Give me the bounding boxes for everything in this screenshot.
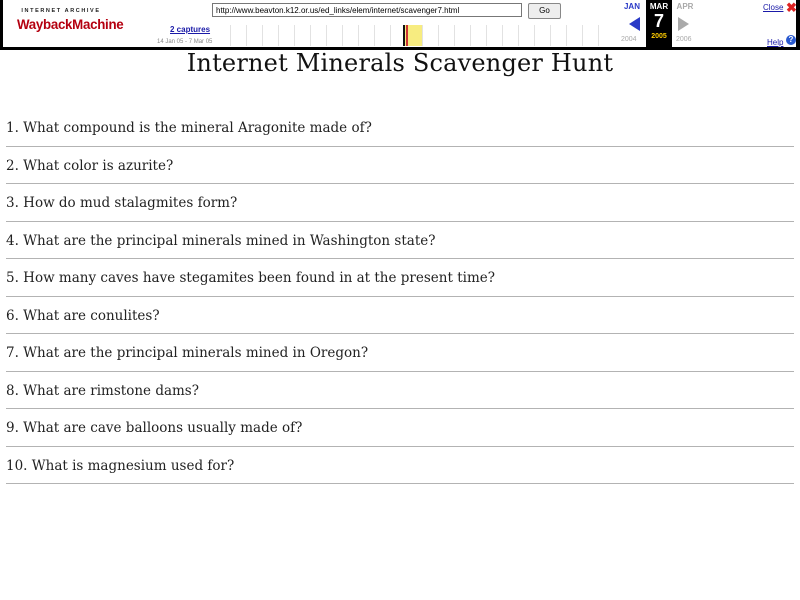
sparkline-tick [342, 25, 343, 46]
capture-mark[interactable] [406, 25, 408, 46]
question-text: 6. What are conulites? [6, 307, 160, 324]
sparkline-tick [534, 25, 535, 46]
question-row [6, 260, 794, 297]
question-text: 10. What is magnesium used for? [6, 457, 235, 474]
sparkline-tick [550, 25, 551, 46]
question-row [6, 148, 794, 185]
sparkline-tick [278, 25, 279, 46]
question-row [6, 410, 794, 447]
sparkline-tick [582, 25, 583, 46]
url-input[interactable]: http://www.beavton.k12.or.us/ed_links/elem/internet/scavenger7.html [212, 3, 522, 17]
sparkline-tick [262, 25, 263, 46]
question-list [6, 110, 794, 484]
question-text: 5. How many caves have stegamites been found in at the present time? [6, 270, 495, 286]
question-row [6, 373, 794, 410]
sparkline-tick [454, 25, 455, 46]
prev-year-label: 2004 [621, 36, 637, 43]
sparkline-tick [246, 25, 247, 46]
question-text: 1. What compound is the mineral Aragonite made of? [6, 120, 372, 136]
sparkline-tick [438, 25, 439, 46]
captures-link[interactable]: 2 captures [170, 25, 211, 34]
current-month: MAR [649, 2, 669, 11]
go-button[interactable]: Go [528, 3, 561, 19]
wayback-logo[interactable] [17, 8, 124, 40]
sparkline-tick [230, 25, 231, 46]
close-link[interactable]: Close [763, 3, 784, 12]
wayback-logo-caption: INTERNET ARCHIVE [21, 8, 101, 14]
question-row [6, 448, 794, 485]
question-row [6, 223, 794, 260]
current-day: 7 [653, 11, 664, 31]
question-text: 3. How do mud stalagmites form? [6, 195, 238, 211]
captures-range: 14 Jan 05 - 7 Mar 05 [157, 39, 213, 45]
question-row [6, 298, 794, 335]
current-date-box [646, 0, 672, 47]
question-row [6, 185, 794, 222]
wayback-logo-wordmark: WaybackMachine [17, 16, 124, 32]
help-link[interactable]: Help [767, 38, 784, 47]
sparkline-tick [294, 25, 295, 46]
sparkline-tick [470, 25, 471, 46]
question-row [6, 110, 794, 147]
sparkline-tick [486, 25, 487, 46]
question-row [6, 335, 794, 372]
sparkline-tick [598, 25, 599, 46]
next-month-label: APR [676, 2, 694, 11]
sparkline-tick [310, 25, 311, 46]
capture-sparkline[interactable] [230, 25, 608, 46]
sparkline-tick [502, 25, 503, 46]
question-text: 2. What color is azurite? [6, 157, 174, 174]
sparkline-tick [374, 25, 375, 46]
prev-month-label[interactable]: JAN [623, 2, 640, 11]
capture-mark[interactable] [403, 25, 405, 46]
sparkline-tick [390, 25, 391, 46]
close-icon[interactable]: ✖ [786, 0, 797, 15]
question-text: 7. What are the principal minerals mined in Oregon? [6, 345, 369, 361]
question-text: 9. What are cave balloons usually made of? [6, 420, 303, 436]
help-icon[interactable]: ? [786, 35, 796, 45]
sparkline-tick [326, 25, 327, 46]
sparkline-tick [358, 25, 359, 46]
next-arrow-icon [678, 17, 689, 31]
question-text: 4. What are the principal minerals mined in Washington state? [6, 232, 436, 249]
question-text: 8. What are rimstone dams? [6, 382, 199, 399]
sparkline-tick [422, 25, 423, 46]
wayback-toolbar [0, 0, 800, 50]
page-title: Internet Minerals Scavenger Hunt [186, 49, 614, 77]
next-year-label: 2006 [676, 36, 692, 43]
sparkline-tick [566, 25, 567, 46]
sparkline-tick [518, 25, 519, 46]
prev-arrow-icon[interactable] [629, 17, 640, 31]
current-year: 2005 [651, 33, 667, 40]
